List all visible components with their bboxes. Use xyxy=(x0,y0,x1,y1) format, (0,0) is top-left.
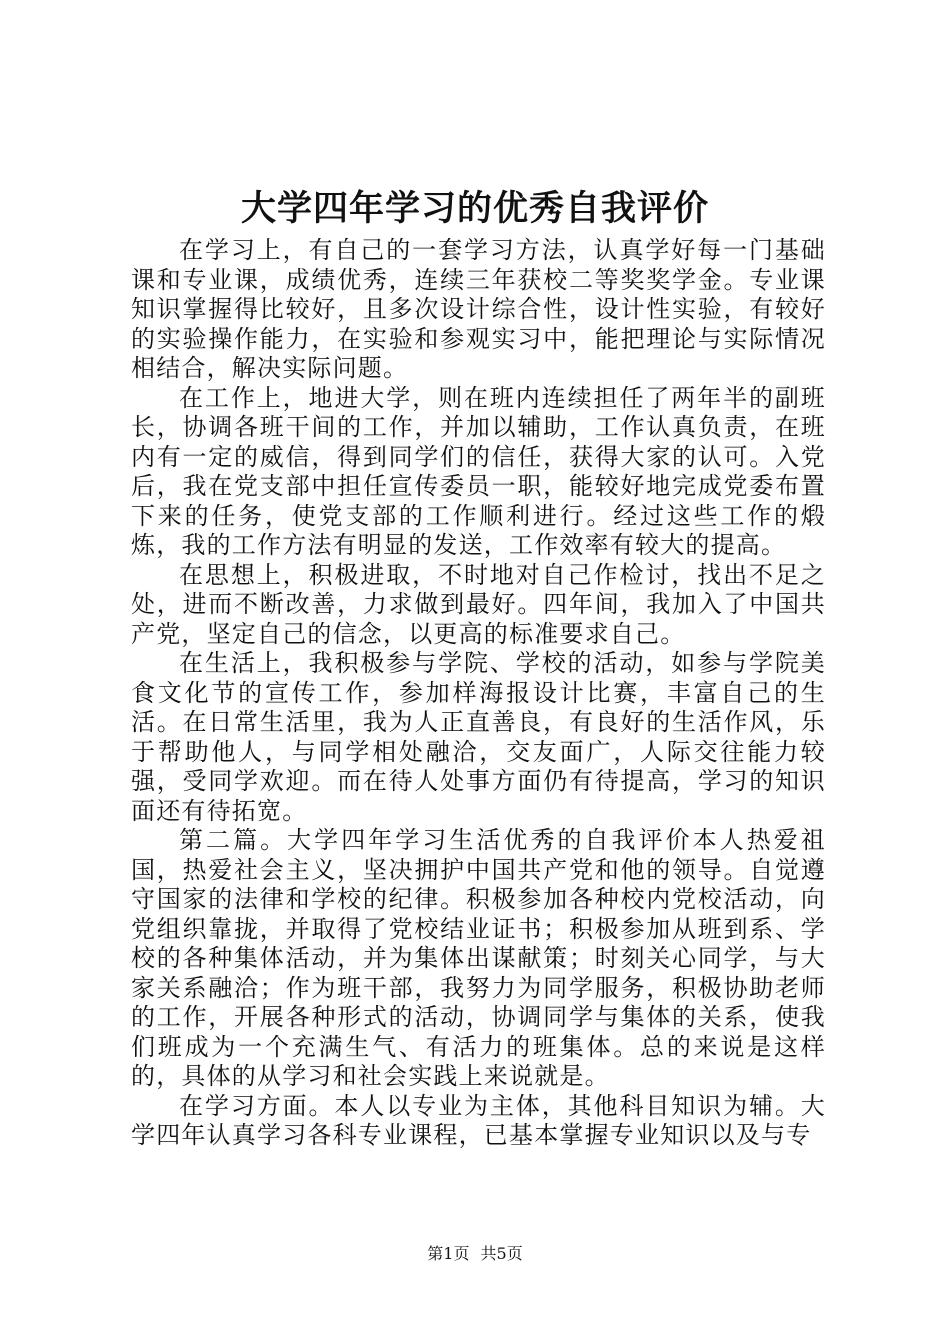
paragraph-study-aspect: 在学习方面。本人以专业为主体，其他科目知识为辅。大学四年认真学习各科专业课程，已基本掌握专业知识以及与专 xyxy=(131,1091,826,1149)
document-title: 大学四年学习的优秀自我评价 xyxy=(240,188,709,229)
document-body xyxy=(131,236,826,1151)
paragraph-work: 在工作上，地进大学，则在班内连续担任了两年半的副班长，协调各班干间的工作，并加以辅助，工作认真负责，在班内有一定的威信，得到同学们的信任，获得大家的认可。入党后，我在党支部中担任宣传委员一职，能较好地完成党委布置下来的任务，使党支部的工作顺利进行。经过这些工作的煅炼，我的工作方法有明显的发送，工作效率有较大的提高。 xyxy=(131,383,826,559)
paragraph-life: 在生活上，我积极参与学院、学校的活动，如参与学院美食文化节的宣传工作，参加样海报设计比赛，丰富自己的生活。在日常生活里，我为人正直善良，有良好的生活作风，乐于帮助他人，与同学相处融洽，交友面广，人际交往能力较强，受同学欢迎。而在待人处事方面仍有待提高，学习的知识面还有待拓宽。 xyxy=(131,649,826,825)
page-number: 第1页 xyxy=(427,1244,470,1263)
paragraph-thought: 在思想上，积极进取，不时地对自己作检讨，找出不足之处，进而不断改善，力求做到最好。四年间，我加入了中国共产党，坚定自己的信念，以更高的标准要求自己。 xyxy=(131,560,826,648)
paragraph-study: 在学习上，有自己的一套学习方法，认真学好每一门基础课和专业课，成绩优秀，连续三年获校二等奖奖学金。专业课知识掌握得比较好，且多次设计综合性，设计性实验，有较好的实验操作能力，在实验和参观实习中，能把理论与实际情况相结合，解决实际问题。 xyxy=(131,236,826,382)
paragraph-second-article: 第二篇。大学四年学习生活优秀的自我评价本人热爱祖国，热爱社会主义，坚决拥护中国共产党和他的领导。自觉遵守国家的法律和学校的纪律。积极参加各种校内党校活动，向党组织靠拢，并取得了党校结业证书；积极参加从班到系、学校的各种集体活动，并为集体出谋献策；时刻关心同学，与大家关系融洽；作为班干部，我努力为同学服务，积极协助老师的工作，开展各种形式的活动，协调同学与集体的关系，使我们班成为一个充满生气、有活力的班集体。总的来说是这样的，具体的从学习和社会实践上来说就是。 xyxy=(131,826,826,1090)
page-footer xyxy=(0,1243,950,1265)
page-total: 共5页 xyxy=(480,1244,523,1263)
